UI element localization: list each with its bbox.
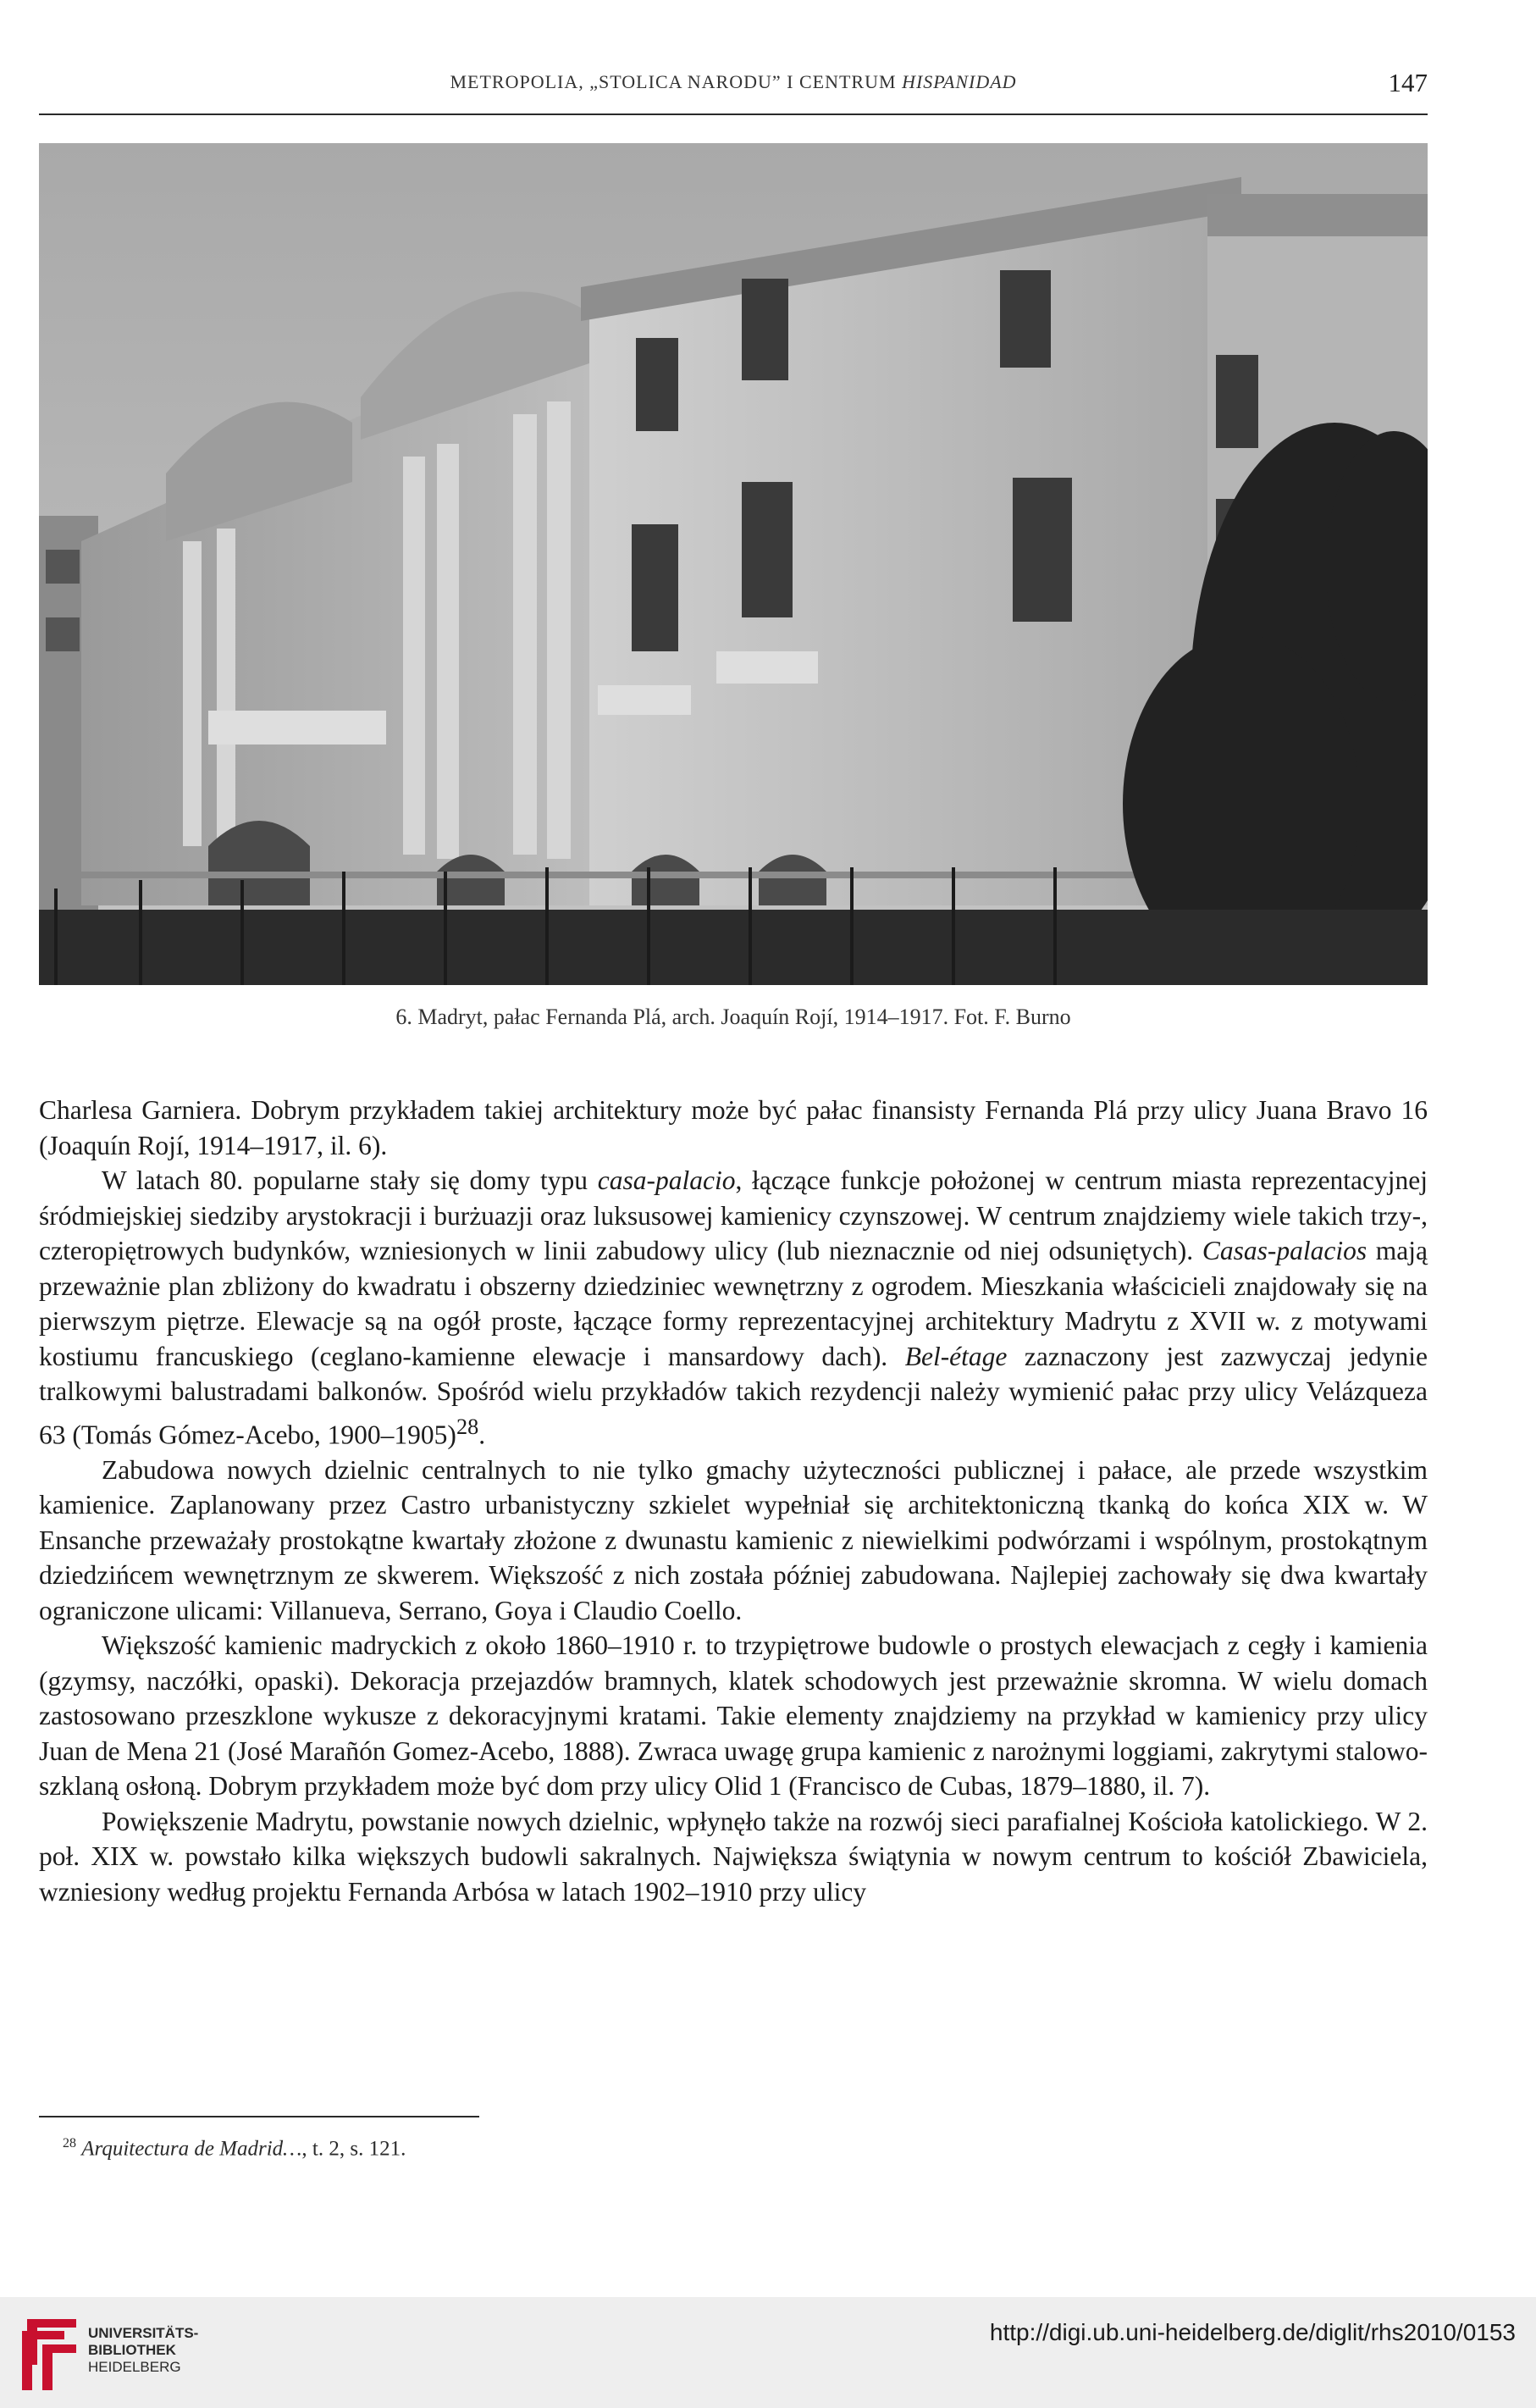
figure-caption: 6. Madryt, pałac Fernanda Plá, arch. Joaquín Rojí, 1914–1917. Fot. F. Burno	[395, 1005, 1071, 1029]
paragraph: Większość kamienic madryckich z około 1860–1910 r. to trzypiętrowe budowle o prostych elewacjach z cegły i kamienia (gzymsy, naczółki, opaski). Dekoracja przejazdów bramnych, klatek schodowych jest przeważnie skromna. W wielu domach zastosowano przeszklone wykusze z dekoracyjnymi kratami. Takie elementy znajdziemy na przykład w kamienicy przy ulicy Juan de Mena 21 (José Marañón Gomez-Acebo, 1888). Zwraca uwagę grupa kamienic z narożnymi loggiami, zakrytymi stalowo-szklaną osłoną. Dobrym przykładem może być dom przy ulicy Olid 1 (Francisco de Cubas, 1879–1880, il. 7).	[39, 1630, 1428, 1801]
library-name: UNIVERSITÄTS- BIBLIOTHEK HEIDELBERG	[88, 2325, 199, 2375]
photograph-of-palace-icon	[39, 143, 1428, 985]
footer-band	[0, 2297, 1536, 2408]
footnote: $^{28}$ Arquitectura de Madrid…, t. 2, s. 121.	[63, 2136, 406, 2161]
page-header	[39, 68, 1428, 115]
paragraph: Charlesa Garniera. Dobrym przykładem takiej architektury może być pałac finansisty Fernanda Plá przy ulicy Juana Bravo 16 (Joaquín Rojí, 1914–1917, il. 6).	[39, 1095, 1428, 1160]
source-url-link[interactable]: http://digi.ub.uni-heidelberg.de/diglit/rhs2010/0153	[989, 2319, 1516, 2345]
footnote-reference: 28	[456, 1414, 479, 1439]
running-head: METROPOLIA, „STOLICA NARODU” I CENTRUM HISPANIDAD	[450, 71, 1017, 92]
palace-photograph	[39, 143, 1428, 985]
paragraph: Zabudowa nowych dzielnic centralnych to nie tylko gmachy użyteczności publicznej i pałace, ale przede wszystkim kamienice. Zaplanowany przez Castro urbanistyczny szkielet wypełniał się architektoniczną tkanką do końca XIX w. W Ensanche przeważały prostokątne kwartały złożone z dwunastu kamienic z niewielkimi podwórzami i wspólnym, prostokątnym dziedzińcem wewnętrznym ze skwerem. Większość z nich została później zabudowana. Najlepiej zachowały się dwa kwartały ograniczone ulicami: Villanueva, Serrano, Goya i Claudio Coello.	[39, 1454, 1428, 1625]
paragraph: Powiększenie Madrytu, powstanie nowych dzielnic, wpłynęło także na rozwój sieci parafialnej Kościoła katolickiego. W 2. poł. XIX w. powstało kilka większych budowli sakralnych. Największa świątynia w nowym centrum to kościół Zbawiciela, wzniesiony według projektu Fernanda Arbósa w latach 1902–1910 przy ulicy	[39, 1806, 1428, 1907]
library-logo-icon	[17, 2314, 81, 2400]
paragraph: W latach 80. popularne stały się domy typu casa-palacio, łączące funkcje położonej w centrum miasta reprezentacyjnej śródmiejskiej siedziby arystokracji i burżuazji oraz luksusowej kamienicy czynszowej. W centrum znajdziemy wiele takich trzy-, czteropiętrowych budynków, wzniesionych w linii zabudowy ulicy (lub nieznacznie od niej odsuniętych). Casas-palacios mają przeważnie plan zbliżony do kwadratu i obszerny dziedziniec wewnętrzny z ogrodem. Mieszkania właścicieli znajdowały się na pierwszym piętrze. Elewacje są na ogół proste, łączące formy reprezentacyjnej architektury Madrytu z XVII w. z motywami kostiumu francuskiego (ceglano-kamienne elewacje i mansardowy dach). Bel-étage zaznaczony jest zazwyczaj jedynie tralkowymi balustradami balkonów. Spośród wielu przykładów takich rezydencji należy wymienić pałac przy ulicy Velázqueza 63 (Tomás Gómez-Acebo, 1900–1905)$^{28}$.	[39, 1165, 1428, 1449]
page-number: 147	[1388, 68, 1428, 97]
footnote-divider	[39, 2116, 479, 2117]
body-text	[39, 1093, 1428, 1909]
